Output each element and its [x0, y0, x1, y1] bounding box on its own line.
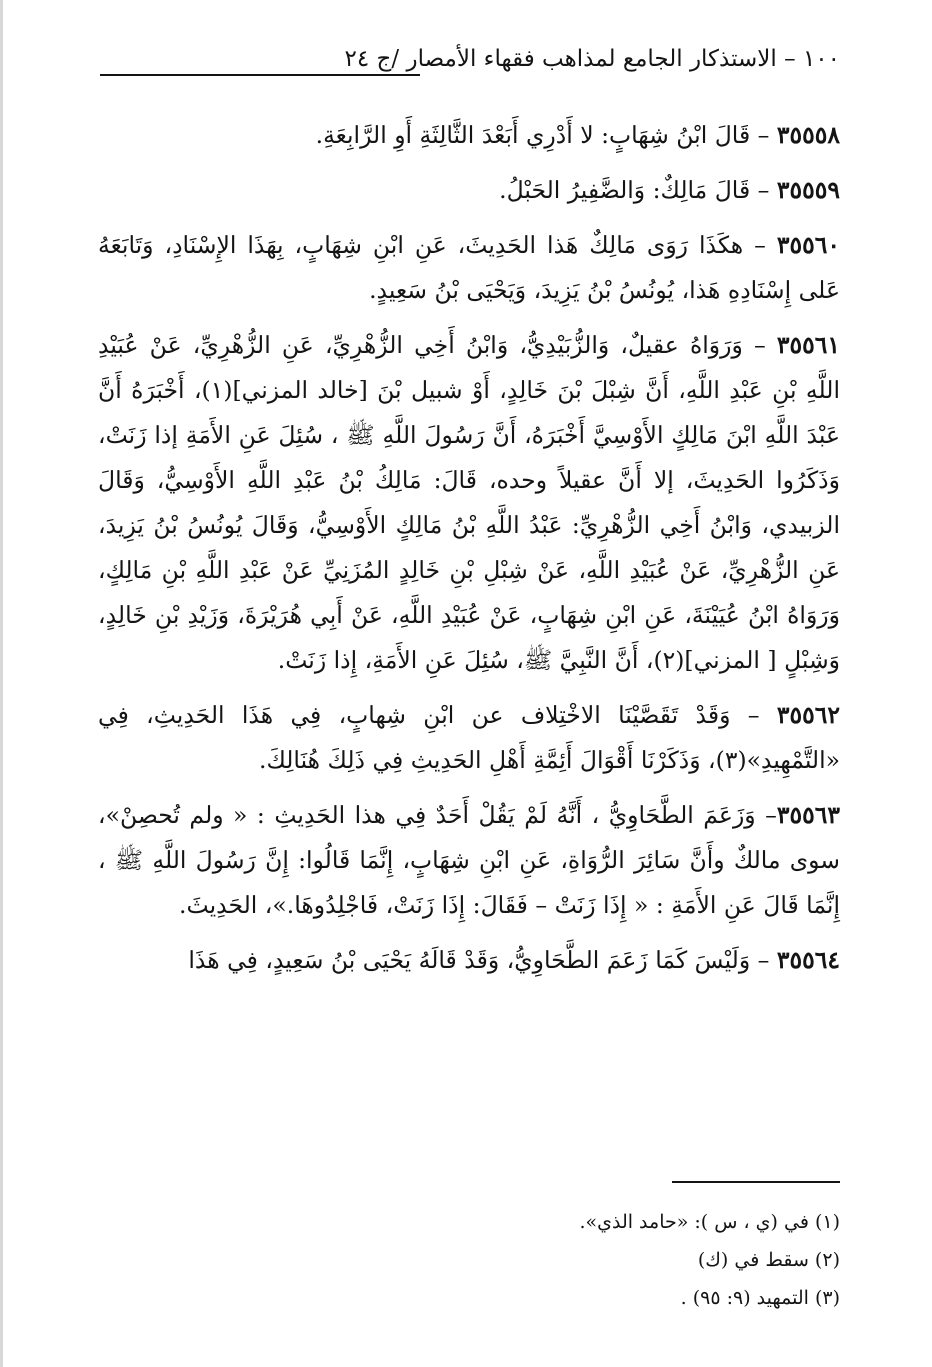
scan-edge	[0, 0, 3, 1367]
paragraph	[98, 938, 840, 983]
paragraph-number: ٣٥٥٥٨	[776, 121, 840, 149]
paragraph	[98, 793, 840, 928]
running-title: ١٠٠ – الاستذكار الجامع لمذاهب فقهاء الأمصار /ج ٢٤	[344, 46, 840, 72]
footnote: (٢) سقط في (ك)	[697, 1249, 840, 1271]
paragraph	[98, 223, 840, 313]
footnote: (٣) التمهيد (٩: ٩٥) .	[680, 1287, 840, 1309]
paragraph-text: – وَرَوَاهُ عقيلٌ، وَالزُّبَيْدِيُّ، وَابْنُ أَخِي الزُّهْرِيِّ، عَنِ الزُّهْرِيِّ، عَنْ عُبَيْدِ اللَّهِ بْنِ عَبْدِ اللَّهِ، أَنَّ شِبْلَ بْنَ خَالِدٍ، أَوْ شبيل بْنَ [خالد المزني](١)، أَخْبَرَهُ أَنَّ عَبْدَ اللَّهِ ابْنَ مَالِكٍ الأَوْسِيَّ أَخْبَرَهُ، أَنَّ رَسُولَ اللَّهِ ﷺ ، سُئِلَ عَنِ الأَمَةِ إذا زَنَتْ، وَذَكَرُوا الحَدِيثَ، إلا أَنَّ عقيلاً وحده، قَالَ: مَالِكُ بْنُ عَبْدِ اللَّهِ الأَوْسِيُّ، وَقَالَ الزبيدي، وَابْنُ أَخِي الزُّهْرِيِّ: عَبْدُ اللَّهِ بْنُ مَالِكٍ الأَوْسِيُّ، وَقَالَ يُونُسُ بْنُ يَزِيدَ، عَنِ الزُّهْرِيِّ، عَنْ عُبَيْدِ اللَّهِ، عَنْ شِبْلِ بْنِ خَالِدٍ المُزَنِيِّ عَنْ عَبْدِ اللَّهِ بْنِ مَالِكٍ، وَرَوَاهُ ابْنُ عُيَيْنَةَ، عَنِ ابْنِ شِهَابٍ، عَنْ عُبَيْدِ اللَّهِ، عَنْ أَبِي هُرَيْرَةَ، وَزَيْدِ بْنِ خَالِدٍ، وَشِبْلٍ [ المزني](٢)، أَنَّ النَّبِيَّ ﷺ، سُئِلَ عَنِ الأَمَةِ، إِذا زَنَتْ.	[98, 331, 840, 674]
running-header	[96, 44, 840, 88]
footnote: (١) في (ي ، س ): «حامد الذي».	[579, 1211, 840, 1233]
body-text	[98, 113, 840, 993]
paragraph-text: – وَزَعَمَ الطَّحَاوِيُّ ، أَنَّهُ لَمْ يَقُلْ أَحَدٌ فِي هذا الحَدِيثِ : « ولم تُحصِنْ»، سوى مالكٌ وأَنَّ سَائِرَ الرُّوَاةِ، عَنِ ابْنِ شِهَابٍ، إِنَّمَا قَالُوا: إِنَّ رَسُولَ اللَّهِ ﷺ ، إِنَّمَا قَالَ عَنِ الأَمَةِ : « إِذَا زَنَتْ – فَقَالَ: إِذَا زَنَتْ، فَاجْلِدُوهَا.»، الحَدِيثَ.	[98, 801, 840, 919]
paragraph-text: – قَالَ ابْنُ شِهَابٍ: لا أَدْرِي أَبَعْدَ الثَّالِثَةِ أَوِ الرَّابِعَةِ.	[315, 121, 777, 149]
paragraph	[98, 168, 840, 213]
paragraph-text: – قَالَ مَالِكٌ: وَالضَّفِيرُ الحَبْلُ.	[499, 176, 777, 204]
paragraph-number: ٣٥٥٦١	[776, 331, 840, 359]
paragraph-number: ٣٥٥٦٤	[776, 946, 840, 974]
paragraph-text: – وَلَيْسَ كَمَا زَعَمَ الطَّحَاوِيُّ، وَقَدْ قَالَهُ يَحْيَى بْنُ سَعِيدٍ، فِي هَذَا	[188, 946, 777, 974]
paragraph-number: ٣٥٥٦٢	[776, 701, 840, 729]
paragraph-number: ٣٥٥٥٩	[776, 176, 840, 204]
header-rule	[100, 74, 420, 76]
footnotes	[98, 1203, 840, 1317]
paragraph-number: ٣٥٥٦٠	[776, 231, 840, 259]
paragraph-number: ٣٥٥٦٣	[776, 801, 840, 829]
paragraph-text: – هكَذَا رَوَى مَالِكٌ هَذا الحَدِيثَ، عَنِ ابْنِ شِهَابٍ، بِهَذَا الإِسْنَادِ، وَتَابَعَهُ عَلى إِسْنَادِهِ هَذا، يُونُسُ بْنُ يَزِيدَ، وَيَحْيَى بْنُ سَعِيدٍ.	[98, 231, 840, 304]
paragraph-text: – وَقَدْ تَقَصَّيْنَا الاخْتِلاف عن ابْنِ شِهابٍ، فِي هَذَا الحَدِيثِ، فِي «التَّمْهِيدِ»(٣)، وَذَكَرْنَا أَقْوَالَ أَئِمَّةِ أَهْلِ الحَدِيثِ فِي ذَلِكَ هُنَالِكَ.	[98, 701, 840, 774]
paragraph	[98, 323, 840, 683]
footnote-separator	[672, 1181, 840, 1183]
paragraph	[98, 693, 840, 783]
paragraph	[98, 113, 840, 158]
